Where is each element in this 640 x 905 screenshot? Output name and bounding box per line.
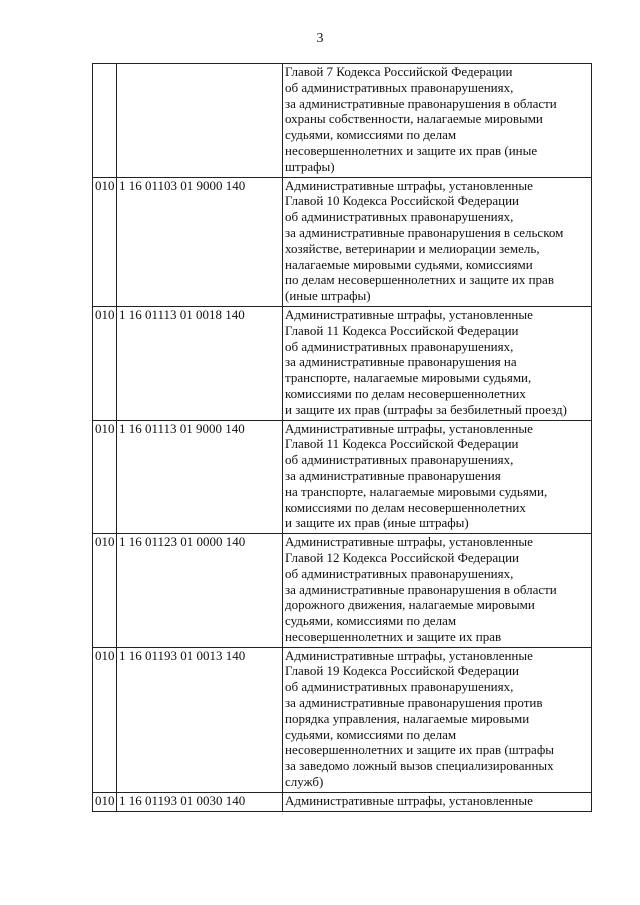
admin-code-cell: 010 <box>93 792 117 811</box>
description-line: хозяйстве, ветеринарии и мелиорации земель, <box>285 240 540 256</box>
description-line: дорожного движения, налагаемые мировыми <box>285 597 535 613</box>
admin-code-cell: 010 <box>93 647 117 792</box>
table-row <box>93 177 592 306</box>
description-line: налагаемые мировыми судьями, комиссиями <box>285 256 533 272</box>
admin-code-cell: 010 <box>93 534 117 648</box>
budget-code-cell: 1 16 01123 01 0000 140 <box>117 534 283 648</box>
admin-code-cell <box>93 64 117 178</box>
table-row <box>93 792 592 811</box>
budget-code-cell: 1 16 01113 01 0018 140 <box>117 306 283 420</box>
description-line: Главой 12 Кодекса Российской Федерации <box>285 549 519 565</box>
table-row <box>93 64 592 178</box>
budget-code-cell: 1 16 01193 01 0013 140 <box>117 647 283 792</box>
table-row <box>93 647 592 792</box>
table-row <box>93 420 592 534</box>
description-line: комиссиями по делам несовершеннолетних <box>285 499 526 515</box>
description-line: Административные штрафы, установленные <box>285 306 533 322</box>
admin-code-cell: 010 <box>93 420 117 534</box>
description-cell <box>283 64 592 178</box>
table-row <box>93 534 592 648</box>
table-body <box>93 64 592 812</box>
description-line: штрафы) <box>285 158 335 174</box>
description-line: Главой 11 Кодекса Российской Федерации <box>285 436 519 452</box>
description-line: за заведомо ложный вызов специализированных <box>285 758 554 774</box>
description-line: по делам несовершеннолетних и защите их прав <box>285 272 554 288</box>
description-line: (иные штрафы) <box>285 288 371 304</box>
admin-code-cell: 010 <box>93 306 117 420</box>
admin-code-cell: 010 <box>93 177 117 306</box>
description-line: Административные штрафы, установленные <box>285 420 533 436</box>
description-line: охраны собственности, налагаемые мировыми <box>285 111 543 127</box>
description-line: за административные правонарушения в области <box>285 581 557 597</box>
description-cell <box>283 306 592 420</box>
description-line: за административные правонарушения в области <box>285 95 557 111</box>
description-line: комиссиями по делам несовершеннолетних <box>285 385 526 401</box>
description-line: несовершеннолетних и защите их прав (штрафы <box>285 742 554 758</box>
description-cell <box>283 534 592 648</box>
description-line: и защите их прав (иные штрафы) <box>285 515 469 531</box>
description-line: Административные штрафы, установленные <box>285 177 533 193</box>
description-line: за административные правонарушения <box>285 467 501 483</box>
description-cell <box>283 647 592 792</box>
description-line: об административных правонарушениях, <box>285 338 514 354</box>
description-line: за административные правонарушения против <box>285 695 543 711</box>
budget-code-cell: 1 16 01103 01 9000 140 <box>117 177 283 306</box>
description-line: об административных правонарушениях, <box>285 209 514 225</box>
description-line: на транспорте, налагаемые мировыми судьями, <box>285 483 548 499</box>
budget-classification-table <box>92 63 592 812</box>
description-line: судьями, комиссиями по делам <box>285 613 457 629</box>
description-line: несовершеннолетних и защите их прав <box>285 628 502 644</box>
description-line: служб) <box>285 774 324 790</box>
budget-code-cell <box>117 64 283 178</box>
description-line: за административные правонарушения на <box>285 354 517 370</box>
description-line: порядка управления, налагаемые мировыми <box>285 710 530 726</box>
description-line: за административные правонарушения в сельском <box>285 224 564 240</box>
description-line: Административные штрафы, установленные <box>285 647 533 663</box>
page-number: 3 <box>316 31 324 46</box>
description-line: судьями, комиссиями по делам <box>285 127 457 143</box>
description-line: Главой 7 Кодекса Российской Федерации <box>285 64 513 79</box>
description-line: транспорте, налагаемые мировыми судьями, <box>285 370 532 386</box>
description-cell <box>283 420 592 534</box>
description-line: судьями, комиссиями по делам <box>285 726 457 742</box>
description-line: Главой 11 Кодекса Российской Федерации <box>285 322 519 338</box>
budget-code-cell: 1 16 01193 01 0030 140 <box>117 792 283 811</box>
description-line: Административные штрафы, установленные <box>285 792 533 808</box>
description-cell <box>283 792 592 811</box>
description-line: Главой 10 Кодекса Российской Федерации <box>285 193 519 209</box>
description-line: об административных правонарушениях, <box>285 452 514 468</box>
description-cell <box>283 177 592 306</box>
description-line: об административных правонарушениях, <box>285 679 514 695</box>
description-line: об административных правонарушениях, <box>285 565 514 581</box>
description-line: Главой 19 Кодекса Российской Федерации <box>285 663 519 679</box>
description-line: об административных правонарушениях, <box>285 79 514 95</box>
description-line: Административные штрафы, установленные <box>285 534 533 550</box>
table-row <box>93 306 592 420</box>
description-line: и защите их прав (штрафы за безбилетный проезд) <box>285 401 567 417</box>
budget-code-cell: 1 16 01113 01 9000 140 <box>117 420 283 534</box>
description-line: несовершеннолетних и защите их прав (иные <box>285 142 538 158</box>
